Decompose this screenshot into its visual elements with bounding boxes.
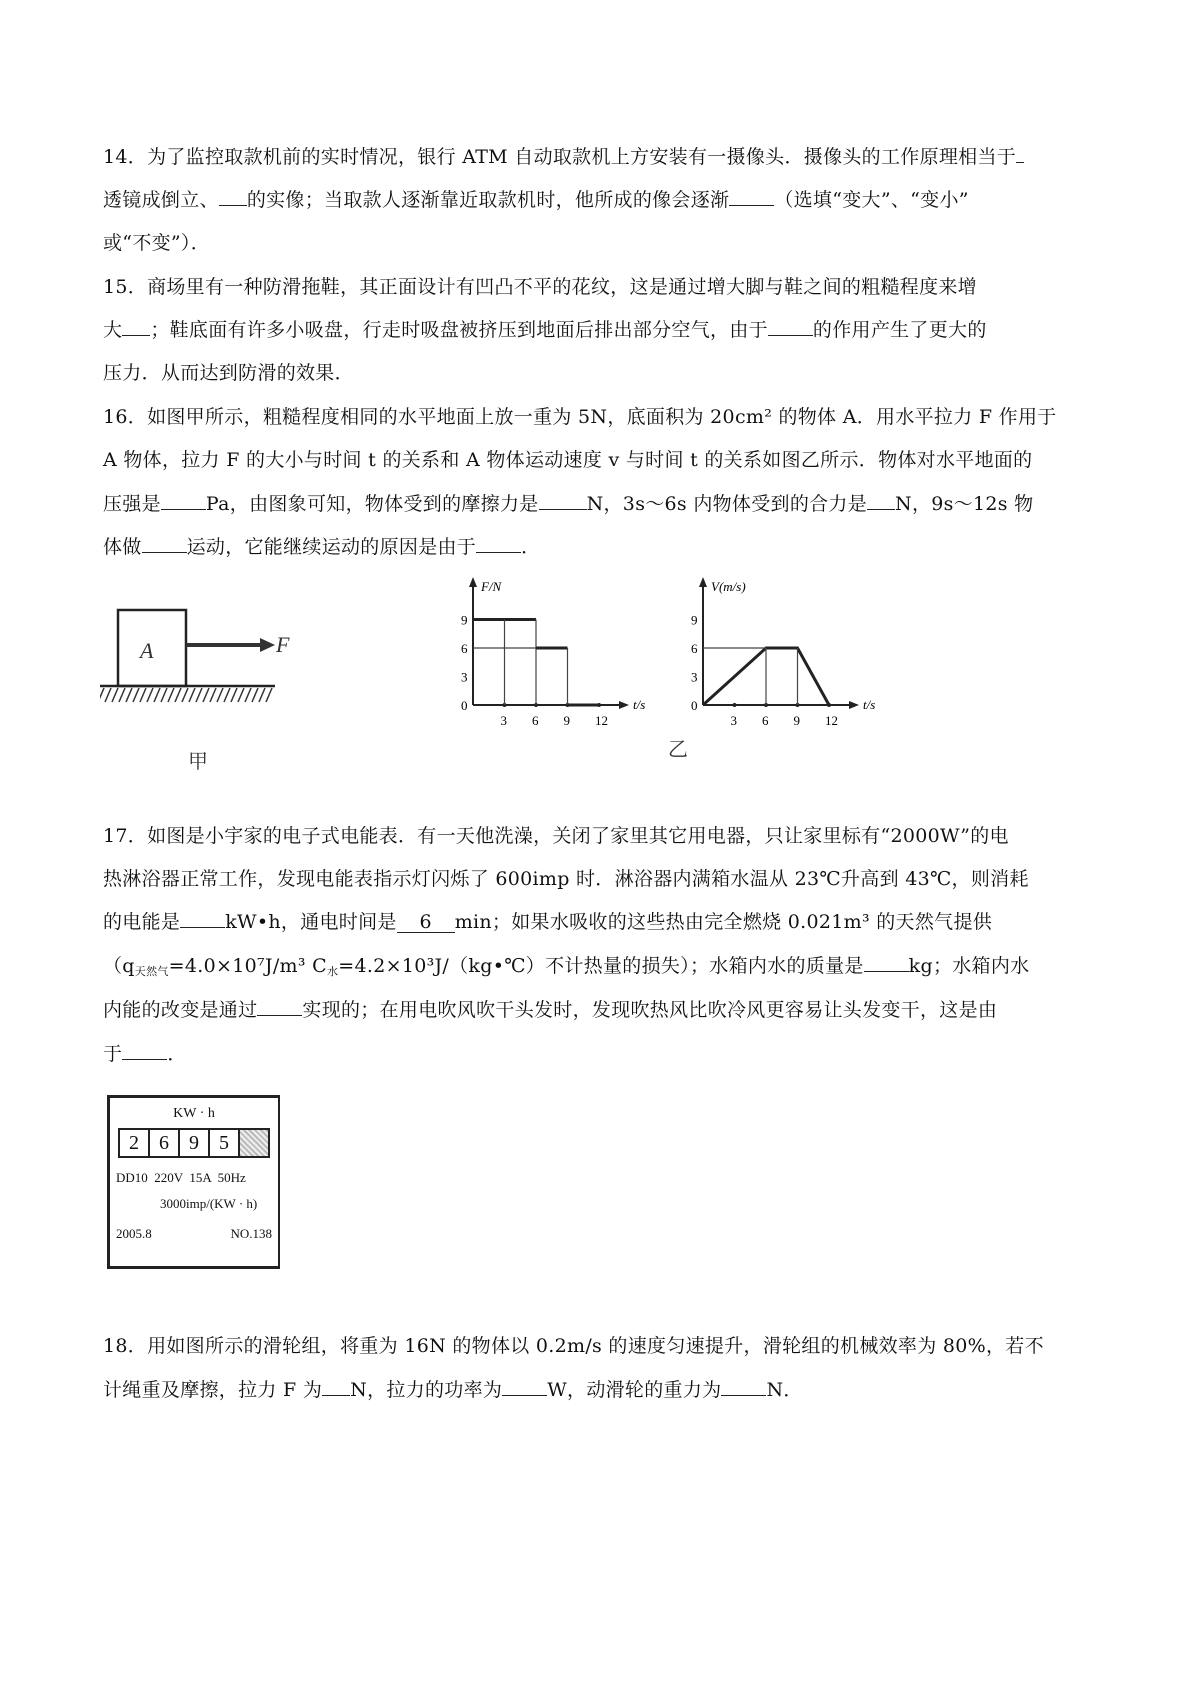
- question-text: Pa，由图象可知，物体受到的摩擦力是: [205, 493, 539, 515]
- q14-line: [103, 231, 210, 255]
- hatch-mark: [119, 688, 125, 702]
- y-tick-label: 6: [461, 641, 468, 656]
- question-text: （选填“变大”、“变小”: [774, 189, 969, 211]
- answer-blank[interactable]: 6: [397, 912, 455, 933]
- hatch-mark: [126, 688, 132, 702]
- hatch-mark: [259, 688, 265, 702]
- x-tick-label: 12: [825, 713, 838, 728]
- question-text: W，动滑轮的重力为: [547, 1379, 722, 1401]
- y-tick-label: 6: [691, 641, 698, 656]
- y-axis-arrow: [699, 577, 707, 587]
- question-text: N，拉力的功率为: [350, 1379, 503, 1401]
- hatch-mark: [266, 688, 272, 702]
- x-tick-label: 9: [793, 713, 800, 728]
- question-text: 热淋浴器正常工作，发现电能表指示灯闪烁了 600imp 时．淋浴器内满箱水温从 23℃升高到 43℃，则消耗: [103, 868, 1029, 890]
- meter-digit: 9: [180, 1130, 210, 1156]
- x-tick-label: 9: [563, 713, 570, 728]
- question-text: 体做: [103, 536, 142, 558]
- question-text: 的作用产生了更大的: [812, 319, 987, 341]
- x-axis-arrow: [619, 701, 629, 709]
- question-text: N，9s～12s 物: [895, 493, 1034, 515]
- question-text: 17．如图是小宇家的电子式电能表．有一天他洗澡，关闭了家里其它用电器，只让家里标有“2000W”的电: [103, 825, 1009, 847]
- force-time-chart: [440, 575, 660, 735]
- y-tick-label: 3: [461, 669, 468, 685]
- q14-line: [103, 188, 969, 212]
- hatch-mark: [154, 688, 160, 702]
- q18-line: [103, 1378, 803, 1402]
- hatch-mark: [182, 688, 188, 702]
- hatch-mark: [196, 688, 202, 702]
- hatch-mark: [210, 688, 216, 702]
- force-label: F: [276, 632, 290, 657]
- hatch-mark: [133, 688, 139, 702]
- question-text: 于: [103, 1043, 123, 1065]
- answer-blank[interactable]: [122, 335, 150, 336]
- hatch-mark: [175, 688, 181, 702]
- hatch-mark: [245, 688, 251, 702]
- meter-unit: KW · h: [173, 1106, 215, 1121]
- y-axis-label: V(m/s): [711, 579, 746, 594]
- hatch-mark: [252, 688, 258, 702]
- question-text: 18．用如图所示的滑轮组，将重为 16N 的物体以 0.2m/s 的速度匀速提升，滑轮组的机械效率为 80%，若不: [103, 1335, 1044, 1357]
- ground-hatch: [100, 688, 272, 702]
- question-text: 计绳重及摩擦，拉力 F 为: [103, 1379, 323, 1401]
- question-text: 压强是: [103, 493, 161, 515]
- question-text: kW•h，通电时间是: [225, 911, 397, 933]
- meter-digit-obscured: [240, 1130, 268, 1156]
- question-text: 内能的改变是通过: [103, 999, 258, 1021]
- figure-jia: [100, 600, 300, 780]
- answer-blank[interactable]: [322, 1395, 350, 1396]
- question-text: =4.2×10³J/（kg•℃）不计热量的损失）；水箱内水的质量是: [338, 955, 864, 977]
- answer-blank[interactable]: [721, 1395, 766, 1396]
- meter-digit: 6: [150, 1130, 180, 1156]
- hatch-mark: [112, 688, 118, 702]
- answer-blank[interactable]: [180, 927, 225, 928]
- q17-line: [103, 954, 1029, 984]
- meter-constant: 3000imp/(KW · h): [160, 1196, 258, 1211]
- hatch-mark: [217, 688, 223, 702]
- question-text: （q: [103, 955, 135, 977]
- answer-blank[interactable]: [768, 335, 813, 336]
- question-text: 的实像；当取款人逐渐靠近取款机时，他所成的像会逐渐: [246, 189, 730, 211]
- hatch-mark: [168, 688, 174, 702]
- y-tick-label: 9: [461, 612, 468, 628]
- hatch-mark: [224, 688, 230, 702]
- q15-line: [103, 275, 977, 299]
- x-tick-label: 3: [730, 713, 737, 728]
- question-text: 16．如图甲所示，粗糙程度相同的水平地面上放一重为 5N，底面积为 20cm² 的物体 A．用水平拉力 F 作用于: [103, 406, 1057, 428]
- meter-date: 2005.8: [116, 1226, 152, 1241]
- q17-line: [103, 998, 997, 1022]
- electric-meter: [107, 1095, 280, 1269]
- q17-line: [103, 867, 1029, 891]
- question-text: N．: [766, 1379, 803, 1401]
- question-text: 15．商场里有一种防滑拖鞋，其正面设计有凹凸不平的花纹，这是通过增大脚与鞋之间的粗糙程度来增: [103, 276, 977, 298]
- hatch-mark: [100, 688, 104, 702]
- answer-blank[interactable]: [1016, 162, 1024, 163]
- meter-digits: [118, 1128, 270, 1158]
- question-text: ；鞋底面有许多小吸盘，行走时吸盘被挤压到地面后排出部分空气，由于: [150, 319, 768, 341]
- x-tick-label: 12: [595, 713, 608, 728]
- q16-line: [103, 448, 1032, 472]
- answer-blank[interactable]: [476, 552, 521, 553]
- y-tick-label: 0: [691, 698, 698, 713]
- question-text: ．: [167, 1043, 187, 1065]
- answer-blank[interactable]: [122, 1059, 167, 1060]
- question-text: =4.0×10⁷J/m³ C: [168, 955, 327, 977]
- answer-blank[interactable]: [729, 205, 774, 206]
- q14-line: [103, 145, 1024, 169]
- q15-line: [103, 361, 354, 385]
- meter-spec: DD10 220V 15A 50Hz: [116, 1170, 246, 1185]
- question-text: ．: [521, 536, 541, 558]
- question-text: 的电能是: [103, 911, 181, 933]
- question-text: 14．为了监控取款机前的实时情况，银行 ATM 自动取款机上方安装有一摄像头．摄像头的工作原理相当于: [103, 146, 1017, 168]
- hatch-mark: [161, 688, 167, 702]
- answer-blank[interactable]: [257, 1015, 302, 1016]
- x-axis-arrow: [849, 701, 859, 709]
- hatch-mark: [189, 688, 195, 702]
- q16-line: [103, 405, 1057, 429]
- hatch-mark: [231, 688, 237, 702]
- y-tick-label: 9: [691, 612, 698, 628]
- meter-number: NO.138: [230, 1226, 272, 1241]
- y-axis-arrow: [469, 577, 477, 587]
- answer-blank[interactable]: [539, 509, 587, 510]
- hatch-mark: [238, 688, 244, 702]
- force-arrowhead: [260, 638, 275, 652]
- answer-blank[interactable]: [502, 1395, 547, 1396]
- meter-digit: 2: [120, 1130, 150, 1156]
- q17-line: [103, 824, 1009, 848]
- q18-line: [103, 1334, 1044, 1358]
- answer-blank[interactable]: [219, 205, 247, 206]
- y-axis-label: F/N: [481, 579, 502, 594]
- answer-blank[interactable]: [161, 509, 206, 510]
- figure-yi-caption: [660, 730, 700, 770]
- question-text: 运动，它能继续运动的原因是由于: [186, 536, 477, 558]
- hatch-mark: [203, 688, 209, 702]
- answer-blank[interactable]: [864, 971, 909, 972]
- answer-blank[interactable]: [867, 509, 895, 510]
- x-tick-label: 3: [500, 713, 507, 728]
- hatch-mark: [147, 688, 153, 702]
- question-text: A 物体，拉力 F 的大小与时间 t 的关系和 A 物体运动速度 v 与时间 t 的关系如图乙所示．物体对水平地面的: [103, 449, 1033, 471]
- y-tick-label: 3: [691, 669, 698, 685]
- x-tick: [733, 703, 737, 707]
- q16-line: [103, 535, 540, 559]
- question-text: 大: [103, 319, 123, 341]
- question-text: 透镜成倒立、: [103, 189, 219, 211]
- question-text: min；如果水吸收的这些热由完全燃烧 0.021m³ 的天然气提供: [454, 911, 993, 933]
- question-text: N，3s～6s 内物体受到的合力是: [586, 493, 868, 515]
- question-text: 压力．从而达到防滑的效果．: [103, 362, 354, 384]
- meter-digit: 5: [210, 1130, 240, 1156]
- x-axis-label: t/s: [863, 697, 876, 712]
- q17-line: [103, 1042, 187, 1066]
- x-tick-label: 6: [762, 713, 769, 728]
- block-a-label: A: [140, 638, 154, 663]
- q17-line: [103, 910, 992, 934]
- velocity-time-chart: [670, 575, 890, 735]
- answer-blank[interactable]: [142, 552, 187, 553]
- hatch-mark: [105, 688, 111, 702]
- y-tick-label: 0: [461, 698, 468, 713]
- x-tick-label: 6: [532, 713, 539, 728]
- hatch-mark: [140, 688, 146, 702]
- x-axis-label: t/s: [633, 697, 646, 712]
- caption-jia: 甲: [188, 751, 208, 773]
- question-text: 实现的；在用电吹风吹干头发时，发现吹热风比吹冷风更容易让头发变干，这是由: [302, 999, 998, 1021]
- q16-line: [103, 492, 1033, 516]
- subscript: 天然气: [134, 965, 169, 978]
- q15-line: [103, 318, 987, 342]
- question-text: kg；水箱内水: [908, 955, 1030, 977]
- subscript: 水: [326, 965, 339, 978]
- question-text: 或“不变”）．: [103, 232, 211, 254]
- caption-yi: 乙: [668, 739, 688, 761]
